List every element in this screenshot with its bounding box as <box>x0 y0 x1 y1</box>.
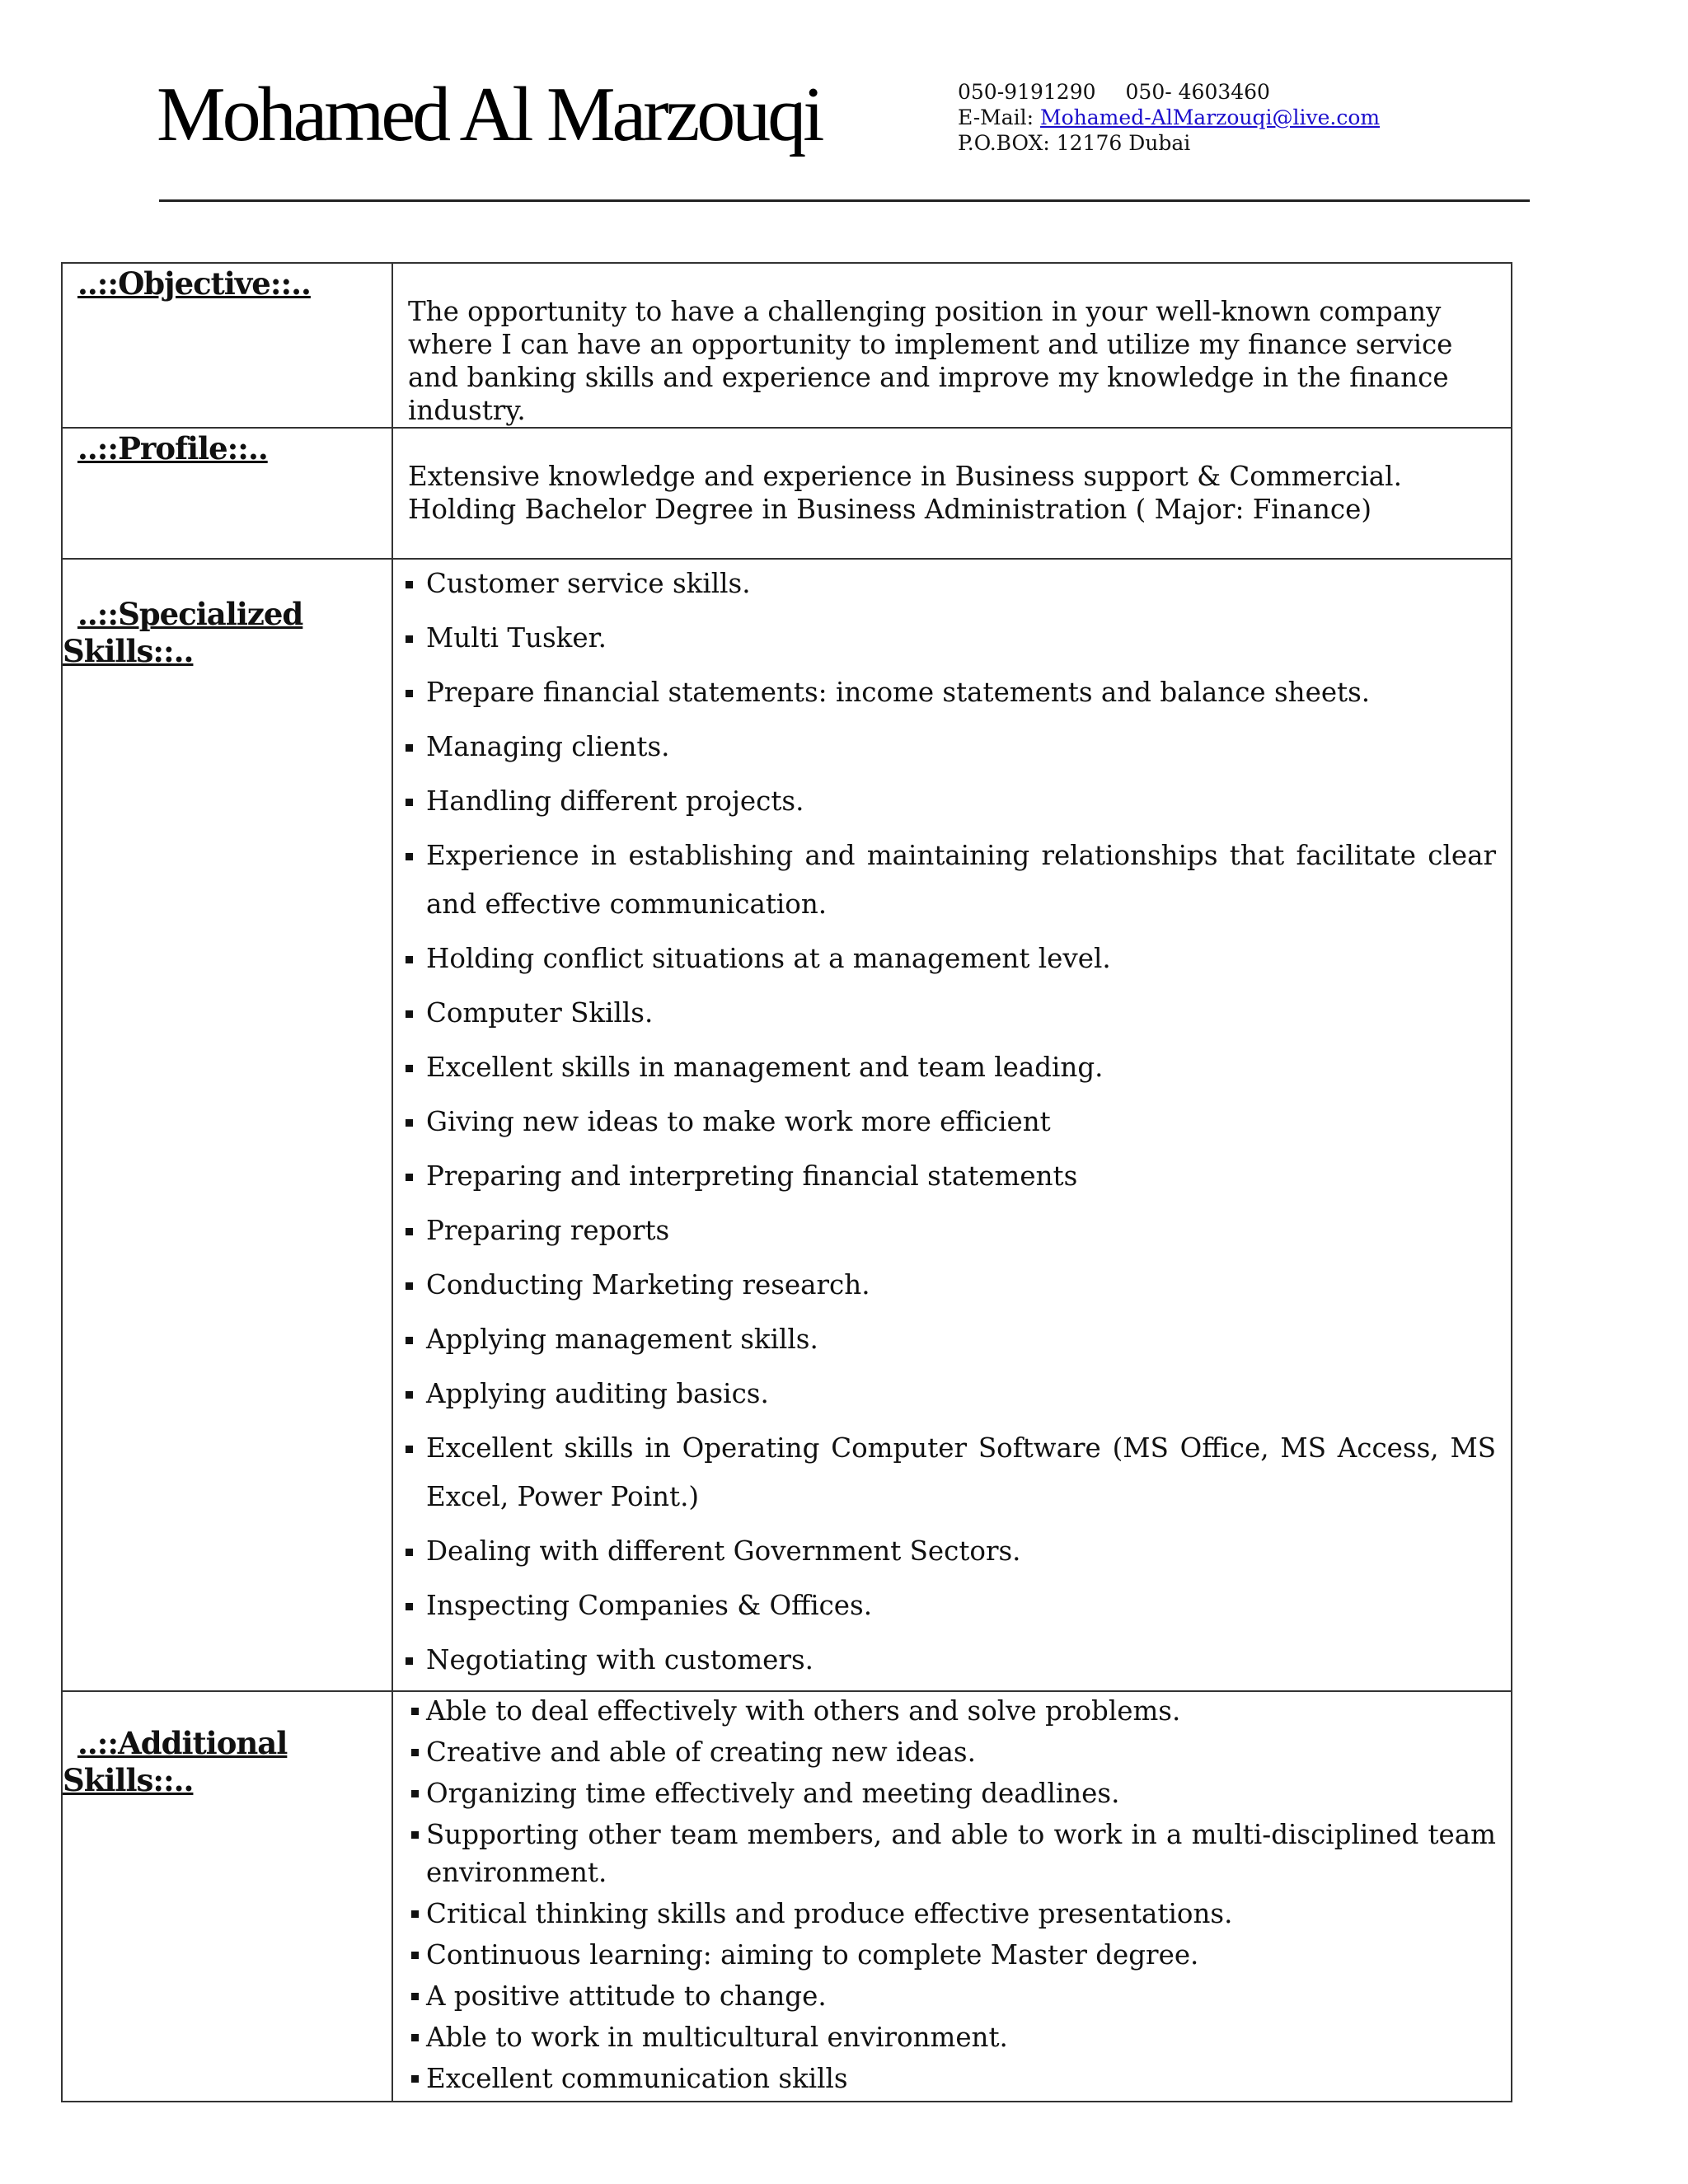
bullet-square-icon <box>406 1228 413 1235</box>
objective-label-cell <box>62 263 392 428</box>
skill-text: Able to work in multicultural environment. <box>426 2022 1008 2053</box>
skill-item <box>393 1636 1496 1685</box>
bullet-square-icon <box>406 1337 413 1344</box>
bullet-square-icon <box>411 2034 419 2041</box>
bullet-square-icon <box>406 1174 413 1181</box>
skill-text: Preparing reports <box>426 1215 670 1246</box>
skill-text: Able to deal effectively with others and solve problems. <box>426 1695 1181 1727</box>
skill-item <box>393 1261 1496 1310</box>
bullet-square-icon <box>406 1282 413 1290</box>
bullet-square-icon <box>411 1790 419 1797</box>
bullet-square-icon <box>406 1119 413 1127</box>
skill-text: Continuous learning: aiming to complete Master degree. <box>426 1939 1199 1971</box>
bullet-square-icon <box>411 1993 419 2000</box>
skill-item <box>393 1692 1496 1730</box>
skill-text: Excellent skills in management and team leading. <box>426 1052 1104 1083</box>
skill-item <box>393 1207 1496 1255</box>
profile-label: ..::Profile::.. <box>77 430 268 466</box>
candidate-name: Mohamed Al Marzouqi <box>157 72 822 157</box>
additional-label-line1: ..::Additional <box>77 1725 288 1761</box>
bullet-square-icon <box>406 635 413 643</box>
objective-row <box>62 263 1512 428</box>
skill-text: Experience in establishing and maintaining relationships that facilitate clear and effective communication. <box>426 840 1496 920</box>
profile-text: Extensive knowledge and experience in Business support & Commercial. Holding Bachelor Degree in Business Administration ( Major: Finance) <box>408 461 1402 525</box>
additional-label <box>63 1725 392 1799</box>
specialized-skills-list <box>393 560 1511 1685</box>
specialized-content-cell <box>392 559 1512 1691</box>
profile-label-cell <box>62 428 392 559</box>
skill-text: Organizing time effectively and meeting deadlines. <box>426 1778 1120 1809</box>
resume-table <box>61 262 1512 2102</box>
additional-content-cell <box>392 1691 1512 2102</box>
skill-item <box>393 1582 1496 1630</box>
skill-text: Conducting Marketing research. <box>426 1269 870 1301</box>
skill-item <box>393 2018 1496 2056</box>
skill-item <box>393 1527 1496 1576</box>
skill-item <box>393 1816 1496 1891</box>
skill-text: Excellent skills in Operating Computer Software (MS Office, MS Access, MS Excel, Power Point.) <box>426 1432 1496 1512</box>
skill-item <box>393 723 1496 771</box>
skill-text: Supporting other team members, and able to work in a multi-disciplined team environment. <box>426 1819 1496 1888</box>
skill-item <box>393 560 1496 608</box>
bullet-square-icon <box>406 1657 413 1665</box>
specialized-label-line1: ..::Specialized <box>77 596 303 632</box>
skill-text: Prepare financial statements: income statements and balance sheets. <box>426 677 1371 708</box>
skill-text: Critical thinking skills and produce effective presentations. <box>426 1898 1233 1929</box>
bullet-square-icon <box>406 1065 413 1072</box>
bullet-square-icon <box>411 2075 419 2083</box>
skill-item <box>393 1733 1496 1771</box>
skill-text: Applying auditing basics. <box>426 1378 769 1409</box>
bullet-square-icon <box>406 1549 413 1556</box>
skill-item <box>393 1424 1496 1521</box>
bullet-square-icon <box>406 581 413 588</box>
skill-item <box>393 668 1496 717</box>
additional-skills-row <box>62 1691 1512 2102</box>
skill-item <box>393 1098 1496 1146</box>
email-line <box>958 105 1380 130</box>
header-divider <box>159 199 1530 202</box>
skill-item <box>393 1043 1496 1092</box>
bullet-square-icon <box>411 1910 419 1918</box>
phone-numbers <box>958 79 1380 105</box>
bullet-square-icon <box>406 744 413 752</box>
objective-label: ..::Objective::.. <box>77 265 311 302</box>
skill-text: Creative and able of creating new ideas. <box>426 1736 976 1768</box>
skill-item <box>393 1895 1496 1933</box>
skill-item <box>393 1315 1496 1364</box>
bullet-square-icon <box>406 1446 413 1453</box>
skill-item <box>393 1774 1496 1812</box>
contact-block <box>958 79 1380 156</box>
skill-text: Managing clients. <box>426 731 670 762</box>
bullet-square-icon <box>411 1952 419 1959</box>
additional-label-cell <box>62 1691 392 2102</box>
additional-label-line2: Skills::.. <box>63 1762 194 1798</box>
skill-item <box>393 614 1496 663</box>
skill-item <box>393 1370 1496 1418</box>
skill-text: Excellent communication skills <box>426 2063 848 2094</box>
bullet-square-icon <box>406 690 413 697</box>
specialized-label-line2: Skills::.. <box>63 633 194 669</box>
profile-content-cell <box>392 428 1512 559</box>
skill-text: Giving new ideas to make work more efficient <box>426 1106 1051 1137</box>
skill-item <box>393 1152 1496 1201</box>
email-link[interactable]: Mohamed-AlMarzouqi@live.com <box>1040 105 1381 129</box>
specialized-label-cell <box>62 559 392 1691</box>
skill-text: Holding conflict situations at a management level. <box>426 943 1111 974</box>
skill-item <box>393 777 1496 826</box>
skill-item <box>393 935 1496 983</box>
skill-text: Multi Tusker. <box>426 622 607 654</box>
bullet-square-icon <box>406 853 413 860</box>
skill-text: Customer service skills. <box>426 568 751 599</box>
skill-item <box>393 989 1496 1038</box>
bullet-square-icon <box>406 1603 413 1610</box>
objective-text: The opportunity to have a challenging position in your well-known company where I can have an opportunity to implement and utilize my finance service and banking skills and experience and improve my knowledge in the finance industry. <box>408 296 1453 426</box>
bullet-square-icon <box>406 799 413 806</box>
profile-row <box>62 428 1512 559</box>
bullet-square-icon <box>411 1749 419 1756</box>
phone-1: 050-9191290 <box>958 80 1096 104</box>
specialized-skills-row <box>62 559 1512 1691</box>
skill-text: Preparing and interpreting financial statements <box>426 1160 1078 1192</box>
skill-text: Handling different projects. <box>426 785 804 817</box>
skill-item <box>393 1977 1496 2015</box>
skill-text: Dealing with different Government Sectors. <box>426 1535 1021 1567</box>
objective-content-cell <box>392 263 1512 428</box>
email-label: E-Mail: <box>958 105 1041 129</box>
skill-text: Applying management skills. <box>426 1324 818 1355</box>
bullet-square-icon <box>411 1708 419 1715</box>
bullet-square-icon <box>406 1391 413 1399</box>
skill-text: Negotiating with customers. <box>426 1644 814 1675</box>
skill-item <box>393 1936 1496 1974</box>
skill-item <box>393 832 1496 929</box>
specialized-label <box>63 596 392 670</box>
skill-text: A positive attitude to change. <box>426 1980 827 2012</box>
bullet-square-icon <box>406 956 413 963</box>
skill-text: Inspecting Companies & Offices. <box>426 1590 873 1621</box>
skill-item <box>393 2060 1496 2097</box>
bullet-square-icon <box>406 1010 413 1018</box>
additional-skills-list <box>393 1692 1511 2097</box>
pobox: P.O.BOX: 12176 Dubai <box>958 131 1191 155</box>
skill-text: Computer Skills. <box>426 997 654 1029</box>
phone-2: 050- 4603460 <box>1125 80 1270 104</box>
bullet-square-icon <box>411 1831 419 1839</box>
